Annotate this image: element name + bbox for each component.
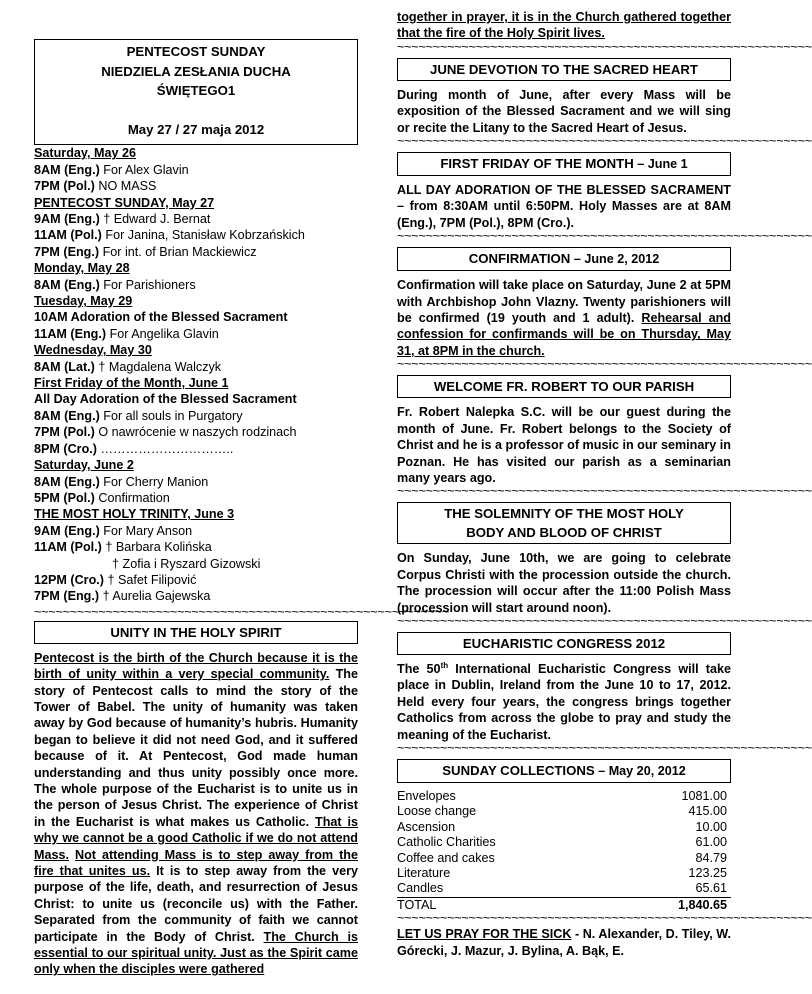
mass-time: 7PM (Eng.) xyxy=(34,589,100,604)
bulletin-date: May 27 / 27 maja 2012 xyxy=(127,121,265,137)
collection-amount: 84.79 xyxy=(695,850,727,865)
mass-entry xyxy=(34,523,358,539)
mass-entry xyxy=(34,277,358,293)
mass-entry xyxy=(34,408,358,424)
collection-label: Ascension xyxy=(397,819,456,834)
mass-time: 11AM (Pol.) xyxy=(34,228,102,243)
mass-time: 7PM (Pol.) xyxy=(34,425,95,440)
mass-entry xyxy=(34,572,358,588)
schedule-day: Saturday, June 2 xyxy=(34,458,134,473)
mass-intention: For int. of Brian Mackiewicz xyxy=(99,244,257,259)
mass-intention: † Barbara Kolińska xyxy=(101,540,212,555)
collection-amount: 61.00 xyxy=(695,835,727,850)
mass-time: 7PM (Pol.) xyxy=(34,179,95,194)
mass-intention: † Magdalena Walczyk xyxy=(94,359,222,374)
mass-time: 8AM (Eng.) xyxy=(34,474,100,489)
mass-entry xyxy=(34,211,358,227)
corpus-christi-heading: THE SOLEMNITY OF THE MOST HOLY BODY AND BLOOD OF CHRIST xyxy=(397,502,731,544)
mass-time: 8AM (Lat.) xyxy=(34,359,95,374)
schedule-day: Tuesday, May 29 xyxy=(34,294,133,309)
june-devotion-heading: JUNE DEVOTION TO THE SACRED HEART xyxy=(397,58,731,81)
schedule-day: First Friday of the Month, June 1 xyxy=(34,376,229,391)
mass-intention: † Zofia i Ryszard Gizowski xyxy=(112,556,261,571)
collection-total-amount: 1,840.65 xyxy=(677,897,727,912)
mass-time: 8PM (Cro.) xyxy=(34,441,97,456)
congress-heading: EUCHARISTIC CONGRESS 2012 xyxy=(397,632,731,655)
divider: ~~~~~~~~~~~~~~~~~~~~~~~~~~~~~~~~~~~~~~~~~~~~~~~~~~~~~~~~~~ xyxy=(397,484,812,499)
divider: ~~~~~~~~~~~~~~~~~~~~~~~~~~~~~~~~~~~~~~~~~~~~~~~~~~~~~~~~~~ xyxy=(397,740,812,755)
schedule-event: All Day Adoration of the Blessed Sacrament xyxy=(34,392,297,407)
mass-intention: For Cherry Manion xyxy=(99,474,209,489)
mass-entry xyxy=(34,162,358,178)
collections-heading: SUNDAY COLLECTIONS – May 20, 2012 xyxy=(397,759,731,783)
collection-row xyxy=(397,851,731,866)
unity-heading: UNITY IN THE HOLY SPIRIT xyxy=(34,621,358,644)
mass-entry xyxy=(34,244,358,260)
mass-time: 9AM (Eng.) xyxy=(34,523,100,538)
collection-label: Candles xyxy=(397,881,614,897)
corpus-christi-text: On Sunday, June 10th, we are going to celebrate Corpus Christi with the procession outside the church. The procession will occur after the 11:00 Polish Mass (procession will start around noon). xyxy=(397,551,731,615)
welcome-text: Fr. Robert Nalepka S.C. will be our guest during the month of June. Fr. Robert belongs to the Society of Christ and he is a professor of music in our seminary in Poznan. He has visited our parish as a seminarian many years ago. xyxy=(397,405,731,485)
collection-row xyxy=(397,820,731,835)
divider: ~~~~~~~~~~~~~~~~~~~~~~~~~~~~~~~~~~~~~~~~~~~~~~~~~~~~~~~~~~ xyxy=(34,604,449,619)
title-line-3: ŚWIĘTEGO1 xyxy=(156,83,236,99)
mass-time: 9AM (Eng.) xyxy=(34,212,100,226)
collection-total-label: TOTAL xyxy=(397,897,437,912)
schedule-day: PENTECOST SUNDAY, May 27 xyxy=(34,195,215,210)
mass-time: 5PM (Pol.) xyxy=(34,490,95,505)
divider: ~~~~~~~~~~~~~~~~~~~~~~~~~~~~~~~~~~~~~~~~~~~~~~~~~~~~~~~~~~ xyxy=(397,613,812,628)
congress-text: The 50th International Eucharistic Congress will take place in Dublin, Ireland from the June 10 to 17, 2012. Held every four years, the congress brings together Catholics from across the globe to pray and study the meaning of the Eucharist. xyxy=(397,660,731,742)
title-line-2: NIEDZIELA ZESŁANIA DUCHA xyxy=(101,63,291,79)
confirmation-heading: CONFIRMATION – June 2, 2012 xyxy=(397,247,731,271)
pray-for-sick: LET US PRAY FOR THE SICK - N. Alexander, D. Tiley, W. Górecki, J. Mazur, J. Bylina, A. Bąk, E. xyxy=(397,927,731,958)
collection-amount: 10.00 xyxy=(695,819,727,834)
collection-row xyxy=(397,804,731,819)
schedule-day: Monday, May 28 xyxy=(34,261,130,276)
title-box xyxy=(34,39,358,145)
mass-intention: O nawrócenie w naszych rodzinach xyxy=(94,425,297,440)
mass-entry xyxy=(34,441,358,457)
collection-row xyxy=(397,835,731,850)
schedule-day: THE MOST HOLY TRINITY, June 3 xyxy=(34,507,235,522)
first-friday-text: ALL DAY ADORATION OF THE BLESSED SACRAMENT – from 8:30AM until 6:50PM. Holy Masses are at 8AM (Eng.), 7PM (Pol.), 8PM (Cro.). xyxy=(397,183,731,230)
mass-intention: For Janina, Stanisław Kobrzańskich xyxy=(101,228,305,243)
collection-amount: 65.61 xyxy=(614,881,731,897)
collection-row xyxy=(397,881,731,897)
mass-intention: † Aurelia Gajewska xyxy=(99,589,211,604)
mass-time: 11AM (Eng.) xyxy=(34,326,107,341)
collection-label: Catholic Charities xyxy=(397,835,496,850)
mass-entry xyxy=(34,424,358,440)
mass-schedule xyxy=(34,145,358,604)
mass-intention: For Parishioners xyxy=(99,277,196,292)
unity-text: Pentecost is the birth of the Church because it is the birth of unity within a very special community. The story of Pentecost calls to mind the story of the Tower of Babel. The unity of humanity was taken away by God because of humanity’s hubris. Humanity began to believe it did not need God, and it suffered because of it. At Pentecost, God made human understanding and thus unity possibly once more. The whole purpose of the Eucharist is to unite us in the person of Jesus Christ. The experience of Christ in the Eucharist is what makes us Catholic. That is why we cannot be a good Catholic if we do not attend Mass. Not attending Mass is to step away from the fire that unites us. It is to step away from the very purpose of the life, death, and resurrection of Jesus Christ: to unite us (reconcile us) with the Father. Separated from the community of faith we cannot participate in the Body of Christ. The Church is essential to our spiritual unity. Just as the Spirit came only when the disciples were gathered xyxy=(34,650,358,977)
first-friday-heading: FIRST FRIDAY OF THE MONTH – June 1 xyxy=(397,152,731,176)
june-devotion-text: During month of June, after every Mass will be exposition of the Blessed Sacrament and we will sing or recite the Litany to the Sacred Heart of Jesus. xyxy=(397,87,731,135)
collection-amount: 415.00 xyxy=(688,804,727,819)
collection-label: Coffee and cakes xyxy=(397,850,495,865)
mass-entry xyxy=(34,178,358,194)
collection-label: Envelopes xyxy=(397,788,456,803)
mass-time: 7PM (Eng.) xyxy=(34,244,100,259)
collection-row xyxy=(397,866,731,881)
collection-label: Loose change xyxy=(397,804,477,819)
schedule-day: Wednesday, May 30 xyxy=(34,343,152,358)
mass-entry xyxy=(34,359,358,375)
collection-amount: 1081.00 xyxy=(681,788,727,803)
right-column xyxy=(397,9,812,959)
collections-table xyxy=(397,789,731,913)
divider: ~~~~~~~~~~~~~~~~~~~~~~~~~~~~~~~~~~~~~~~~~~~~~~~~~~~~~~~~~~ xyxy=(397,39,812,54)
mass-intention: ………………………….. xyxy=(96,441,234,456)
welcome-heading: WELCOME FR. ROBERT TO OUR PARISH xyxy=(397,375,731,398)
mass-intention: † Safet Filipović xyxy=(103,572,197,587)
collection-amount: 123.25 xyxy=(688,866,727,880)
mass-intention: For Alex Glavin xyxy=(99,162,189,177)
mass-entry xyxy=(34,227,358,243)
mass-intention: For Angelika Glavin xyxy=(106,326,219,341)
mass-time: 12PM (Cro.) xyxy=(34,572,104,587)
mass-entry xyxy=(34,326,358,342)
divider: ~~~~~~~~~~~~~~~~~~~~~~~~~~~~~~~~~~~~~~~~~~~~~~~~~~~~~~~~~~ xyxy=(397,134,812,149)
divider: ~~~~~~~~~~~~~~~~~~~~~~~~~~~~~~~~~~~~~~~~~~~~~~~~~~~~~~~~~~ xyxy=(397,911,812,926)
unity-text-continued: together in prayer, it is in the Church gathered together that the fire of the Holy Spirit lives. xyxy=(397,10,731,41)
mass-entry xyxy=(34,474,358,490)
collection-label: Literature xyxy=(397,866,451,880)
mass-time: 8AM (Eng.) xyxy=(34,277,100,292)
collection-row xyxy=(397,789,731,804)
mass-entry xyxy=(34,588,358,604)
schedule-event: 10AM Adoration of the Blessed Sacrament xyxy=(34,310,288,325)
mass-entry xyxy=(34,539,358,555)
mass-intention: † Edward J. Bernat xyxy=(99,212,211,226)
mass-intention: For all souls in Purgatory xyxy=(99,408,243,423)
title-line-1: PENTECOST SUNDAY xyxy=(126,44,266,59)
mass-intention: NO MASS xyxy=(94,179,157,194)
mass-time: 11AM (Pol.) xyxy=(34,540,102,555)
mass-intention: Confirmation xyxy=(94,490,170,505)
mass-entry xyxy=(34,490,358,506)
mass-time: 8AM (Eng.) xyxy=(34,408,100,423)
divider: ~~~~~~~~~~~~~~~~~~~~~~~~~~~~~~~~~~~~~~~~~~~~~~~~~~~~~~~~~~ xyxy=(397,229,812,244)
schedule-day: Saturday, May 26 xyxy=(34,146,136,161)
mass-time: 8AM (Eng.) xyxy=(34,162,100,177)
confirmation-text: Confirmation will take place on Saturday, June 2 at 5PM with Archbishop John Vlazny. Twenty parishioners will be confirmed (19 youth and 1 adult). Rehearsal and confession for confirmands will be on Thursday, May 31, at 8PM in the church. xyxy=(397,278,731,358)
mass-intention: For Mary Anson xyxy=(99,523,193,538)
divider: ~~~~~~~~~~~~~~~~~~~~~~~~~~~~~~~~~~~~~~~~~~~~~~~~~~~~~~~~~~ xyxy=(397,357,812,372)
